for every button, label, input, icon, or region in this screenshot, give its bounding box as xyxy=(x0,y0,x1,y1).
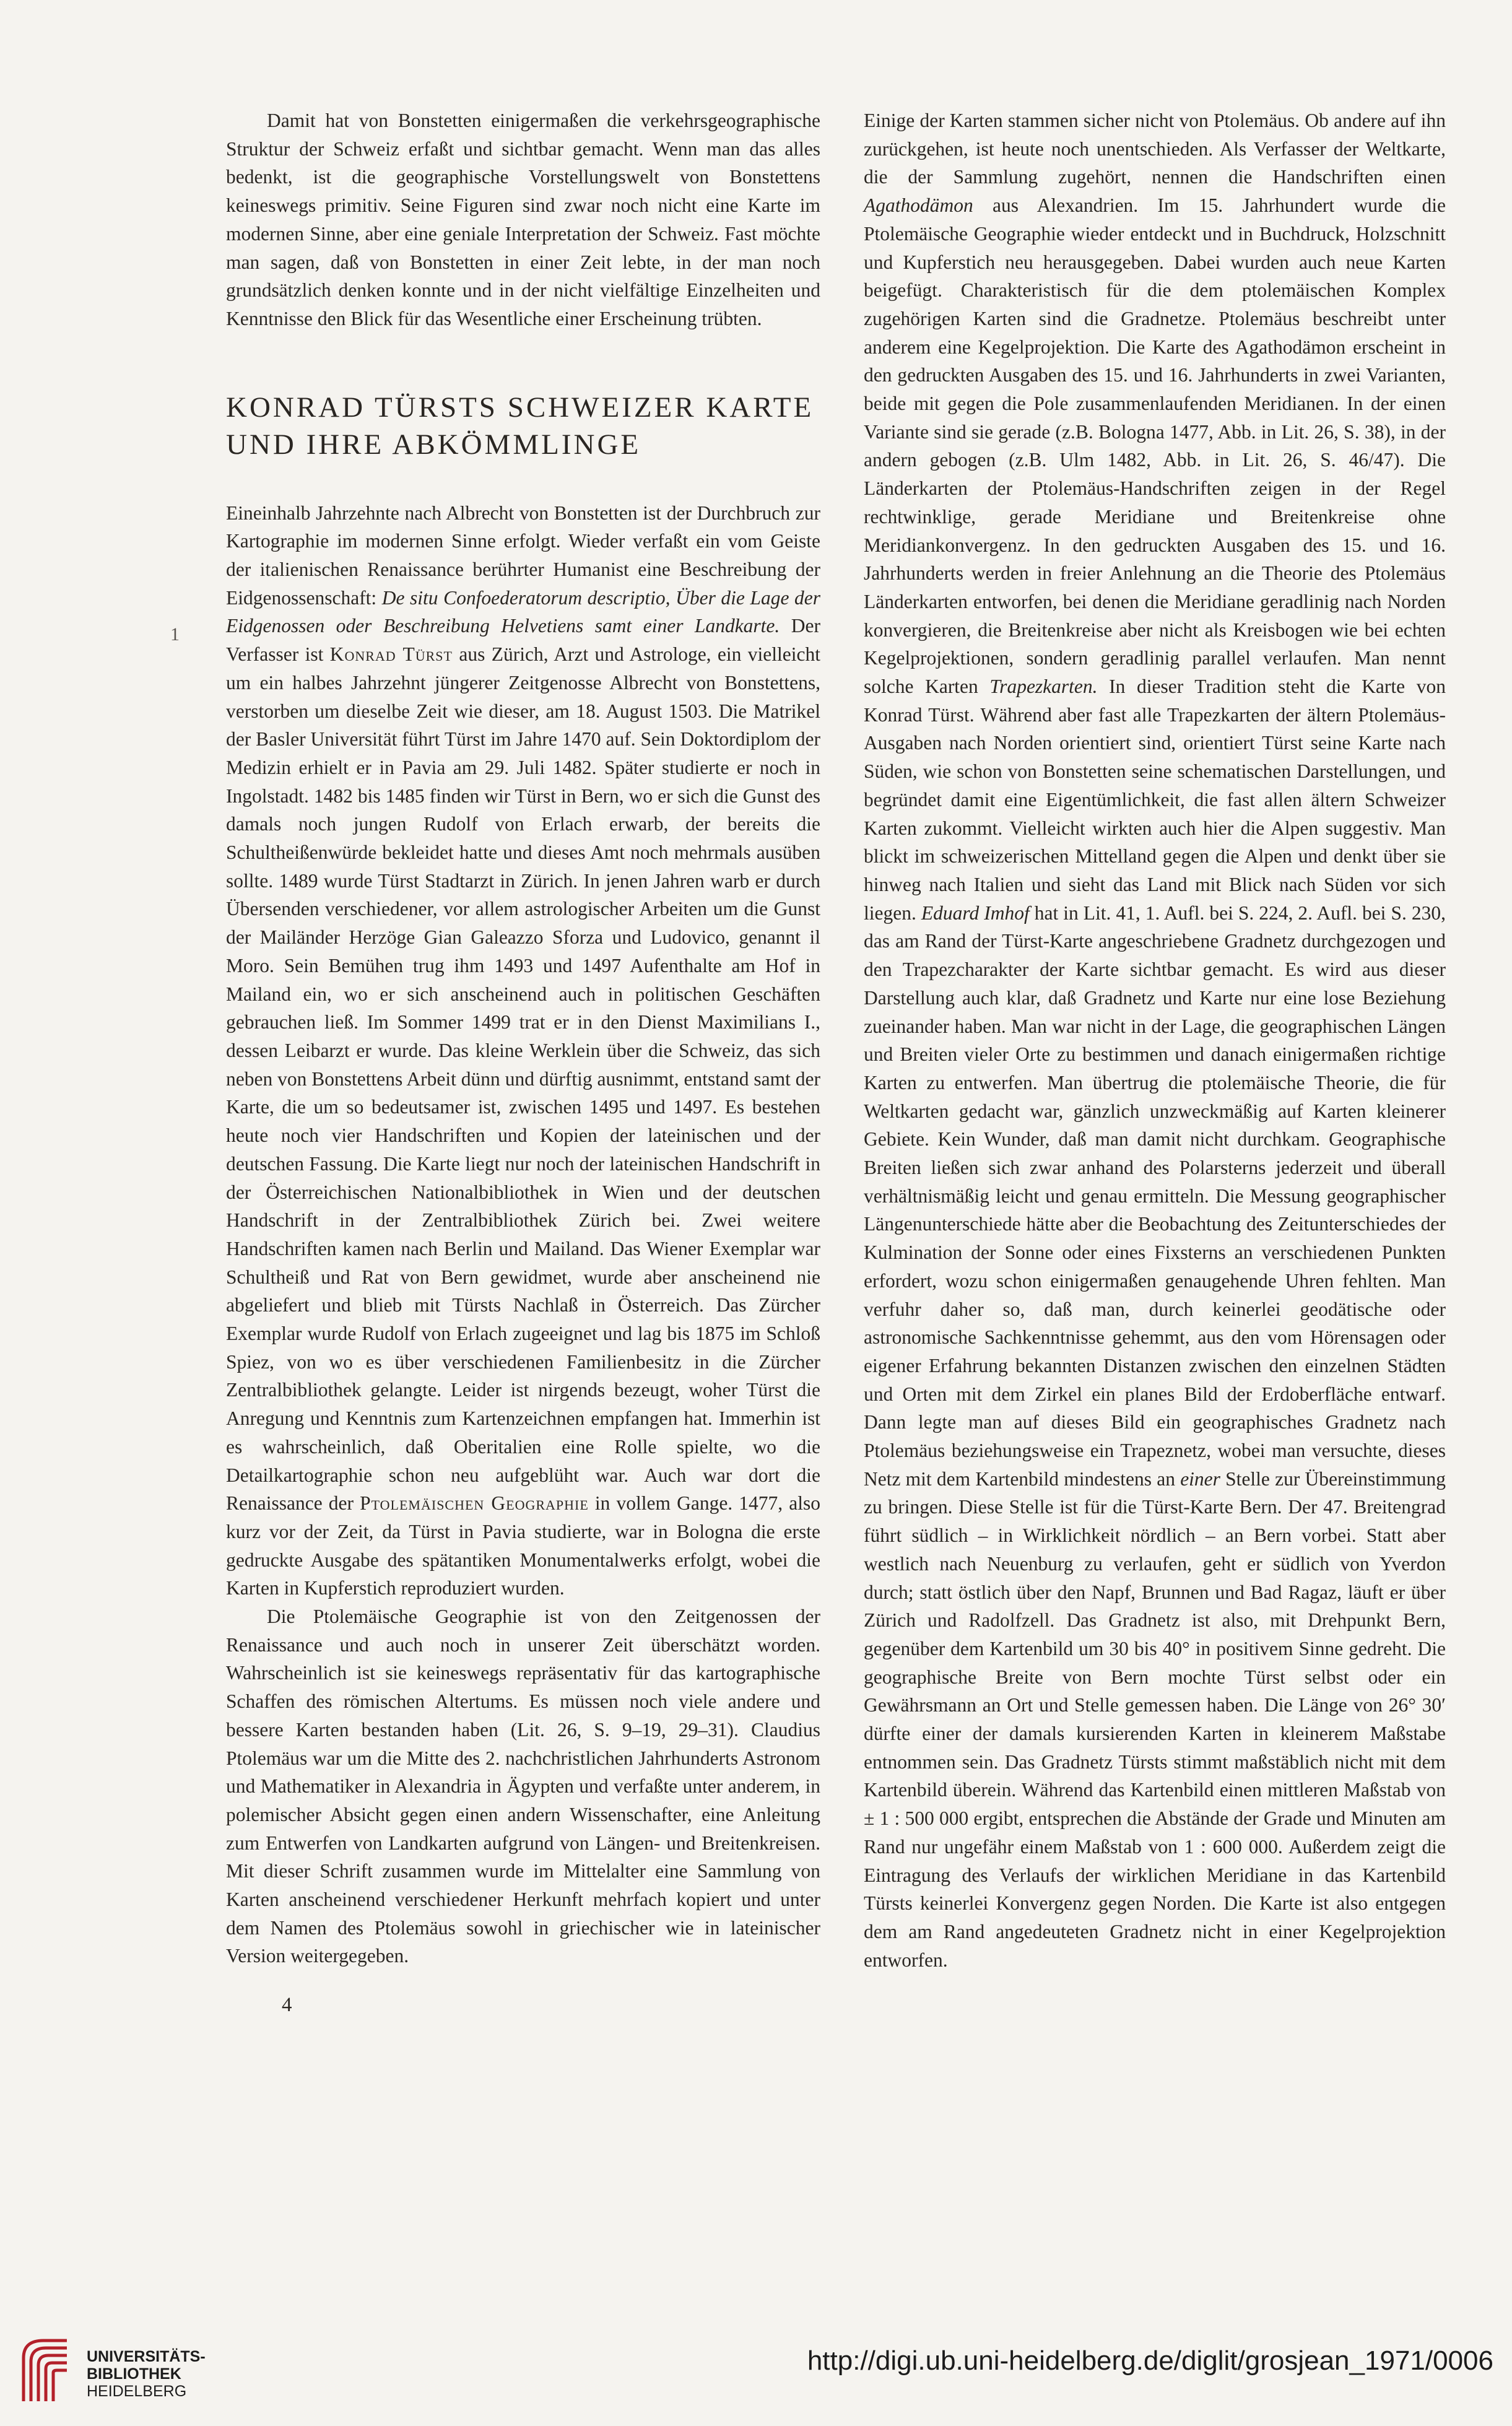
margin-note: 1 xyxy=(170,624,180,645)
agathodaemon-italic: Agathodämon xyxy=(864,194,973,217)
library-name-line1: UNIVERSITÄTS- xyxy=(87,2348,206,2365)
paragraph-tuerst-c: aus Zürich, Arzt und Astrologe, ein vielleicht um ein halbes Jahrzehnt jüngerer Zeitgenosse Albrecht von Bonstettens, verstorben um dieselbe Zeit wie dieser, am 18. August 1503. Die Matrikel der Basler Universität führt Türst im Jahre 1470 auf. Sein Doktordiplom der Medizin erhielt er in Pavia am 29. Juli 1482. Später studierte er noch in Ingolstadt. 1482 bis 1485 finden wir Türst in Bern, wo er sich die Gunst des damals noch jungen Rudolf von Erlach erwarb, der bereits die Schultheißenwürde bekleidet hatte und dieses Amt noch mehrmals ausüben sollte. 1489 wurde Türst Stadtarzt in Zürich. In jenen Jahren warb er durch Übersenden verschiedener, vor allem astrologischer Arbeiten um die Gunst der Mailänder Herzöge Gian Galeazzo Sforza und Ludovico, genannt il Moro. Sein Bemühen trug ihm 1493 und 1497 Aufenthalte am Hof in Mailand ein, wo er sich anscheinend auch in politischen Geschäften gebrauchen ließ. Im Sommer 1499 trat er in den Dienst Maximilians I., dessen Leibarzt er wurde. Das kleine Werklein über die Schweiz, das sich neben von Bonstettens Arbeit dünn und dürftig ausnimmt, entstand samt der Karte, die um so bedeutsamer ist, zwischen 1495 und 1497. Es bestehen heute noch vier Handschriften und Kopien der lateinischen und der deutschen Fassung. Die Karte liegt nur noch der lateinischen Handschrift in der Österreichischen Nationalbibliothek in Wien und der deutschen Handschrift in der Zentralbibliothek Zürich bei. Zwei weitere Handschriften kamen nach Berlin und Mailand. Das Wiener Exemplar war Schultheiß und Rat von Bern gewidmet, wurde aber anscheinend nie abgeliefert und blieb mit Türsts Nachlaß in Österreich. Das Zürcher Exemplar wurde Rudolf von Erlach zugeeignet und lag bis 1875 im Schloß Spiez, von wo es über verschiedenen Familienbesitz in die Zürcher Zentralbibliothek gelangte. Leider ist nirgends bezeugt, woher Türst die Anregung und Kenntnis zum Kartenzeichnen empfangen hat. Immerhin ist es wahrscheinlich, daß Oberitalien eine Rolle spielte, wo die Detailkartographie schon neu aufgeblüht war. Auch war dort die Renaissance der xyxy=(226,643,820,1515)
section-heading-line2: UND IHRE ABKÖMMLINGE xyxy=(226,428,641,461)
imhof-italic: Eduard Imhof xyxy=(921,902,1030,924)
left-column xyxy=(226,107,820,1970)
page-number: 4 xyxy=(282,1994,292,2016)
right-column xyxy=(864,107,1446,1974)
paragraph-maps-c: In dieser Tradition steht die Karte von Konrad Türst. Während aber fast alle Trapezkarten der ältern Ptolemäus-Ausgaben nach Norden orientiert sind, orientiert Türst seine Karte nach Süden, wie schon von Bonstetten seine schematischen Darstellungen, und begründet damit eine Eigentümlichkeit, die fast allen ältern Schweizer Karten zukommt. Vielleicht wirkten auch hier die Alpen suggestiv. Man blickt im schweizerischen Mittelland gegen die Alpen und denkt über sie hinweg nach Italien und sieht das Land mit Blick nach Süden vor sich liegen. xyxy=(864,676,1446,924)
section-heading-line1: KONRAD TÜRSTS SCHWEIZER KARTE xyxy=(226,391,814,424)
paragraph-tuerst-a: Eineinhalb Jahrzehnte nach Albrecht von Bonstetten ist der Durchbruch zur Kartographie im modernen Sinne erfolgt. Wieder verfaßt ein vom Geiste der italienischen Renaissance berührter Humanist eine Beschreibung der Eidgenossenschaft: xyxy=(226,502,820,609)
paragraph-tuerst xyxy=(226,499,820,1602)
section-heading xyxy=(226,389,820,463)
library-name xyxy=(87,2348,206,2400)
work-title-italic: De situ Confoederatorum descriptio, Über die Lage der Eidgenossen oder Beschreibung Helvetiens samt einer Landkarte. xyxy=(226,586,820,637)
paragraph-maps xyxy=(864,107,1446,1974)
paragraph-maps-b: aus Alexandrien. Im 15. Jahrhundert wurde die Ptolemäische Geographie wieder entdeckt und in Buchdruck, Holzschnitt und Kupferstich neu herausgegeben. Dabei wurden auch neue Karten beigefügt. Charakteristisch für die dem ptolemäischen Komplex zugehörigen Karten sind die Gradnetze. Ptolemäus beschreibt unter anderem eine Kegelprojektion. Die Karte des Agathodämon erscheint in den gedruckten Ausgaben des 15. und 16. Jahrhunderts in zwei Varianten, beide mit gegen die Pole zusammenlaufenden Meridianen. In der einen Variante sind sie gerade (z.B. Bologna 1477, Abb. in Lit. 26, S. 38), in der andern gebogen (z.B. Ulm 1482, Abb. in Lit. 26, S. 46/47). Die Länderkarten der Ptolemäus-Handschriften zeigen in der Regel rechtwinklige, gerade Meridiane und Breitenkreise ohne Meridiankonvergenz. In den gedruckten Ausgaben des 15. und 16. Jahrhunderts werden in freier Anlehnung an die Theorie des Ptolemäus Länderkarten entworfen, bei denen die Meridiane geradlinig nach Norden konvergieren, die Breitenkreise aber nicht als Kreisbogen wie bei echten Kegelprojektionen, sondern geradlinig parallel verlaufen. Man nennt solche Karten xyxy=(864,194,1446,698)
paragraph-maps-a: Einige der Karten stammen sicher nicht von Ptolemäus. Ob andere auf ihn zurückgehen, ist heute noch unentschieden. Als Verfasser der Weltkarte, die der Sammlung zugehört, nennen die Handschriften einen xyxy=(864,110,1446,188)
ptolemaic-geography-smallcaps: Ptolemäischen Geographie xyxy=(360,1492,589,1515)
author-name-smallcaps: Konrad Türst xyxy=(329,643,453,666)
paragraph-ptolemy: Die Ptolemäische Geographie ist von den Zeitgenossen der Renaissance und auch noch in unserer Zeit überschätzt worden. Wahrscheinlich ist sie keineswegs repräsentativ für das kartographische Schaffen des römischen Altertums. Es müssen noch viele andere und bessere Karten bestanden haben (Lit. 26, S. 9–19, 29–31). Claudius Ptolemäus war um die Mitte des 2. nachchristlichen Jahrhunderts Astronom und Mathematiker in Alexandria in Ägypten und verfaßte unter anderem, in polemischer Absicht gegen einen andern Wissenschafter, eine Anleitung zum Entwerfen von Landkarten aufgrund von Längen- und Breitenkreisen. Mit dieser Schrift zusammen wurde im Mittelalter eine Sammlung von Karten anscheinend verschiedener Herkunft mehrfach kopiert und unter dem Namen des Ptolemäus sowohl in griechischer wie in lateinischer Version weitergegeben. xyxy=(226,1606,820,1967)
paragraph-maps-d: hat in Lit. 41, 1. Aufl. bei S. 224, 2. Aufl. bei S. 230, das am Rand der Türst-Karte angeschriebene Gradnetz durchgezogen und den Trapezcharakter der Karte sichtbar gemacht. Es wird aus dieser Darstellung auch klar, daß Gradnetz und Karte nur eine lose Beziehung zueinander haben. Man war nicht in der Lage, die geographischen Längen und Breiten vieler Orte zu bestimmen und danach einigermaßen richtige Karten zu entwerfen. Man übertrug die ptolemäische Theorie, die für Weltkarten gedacht war, gänzlich unzweckmäßig auf Karten kleinerer Gebiete. Kein Wunder, daß man damit nicht durchkam. Geographische Breiten ließen sich zwar anhand des Polarsterns jederzeit und überall verhältnismäßig leicht und genau ermitteln. Die Messung geographischer Längenunterschiede hätte aber die Beobachtung des Zeitunterschiedes der Kulmination der Sonne oder eines Fixsterns an verschiedenen Punkten erfordert, wozu schon einigermaßen genaugehende Uhren fehlten. Man verfuhr daher so, daß man, durch keinerlei geodätische oder astronomische Sachkenntnisse gehemmt, aus den vom Hörensagen oder eigener Erfahrung bekannten Distanzen zwischen den einzelnen Städten und Orten mit dem Zirkel ein planes Bild der Erdoberfläche entwarf. Dann legte man auf dieses Bild ein geographisches Gradnetz nach Ptolemäus beziehungsweise ein Trapeznetz, wobei man versuchte, dieses Netz mit dem Kartenbild mindestens an xyxy=(864,902,1446,1490)
paragraph-intro: Damit hat von Bonstetten einigermaßen die verkehrsgeographische Struktur der Schweiz erfaßt und sichtbar gemacht. Wenn man das alles bedenkt, ist die geographische Vorstellungswelt von Bonstettens keineswegs primitiv. Seine Figuren sind zwar noch nicht eine Karte im modernen Sinne, aber eine geniale Interpretation der Schweiz. Fast möchte man sagen, daß von Bonstetten in einer Zeit lebte, in der man noch grundsätzlich denken konnte und in der nicht vielfältige Einzelheiten und Kenntnisse den Blick für das Wesentliche einer Erscheinung trübten. xyxy=(226,110,820,329)
einer-italic: einer xyxy=(1180,1467,1220,1490)
footer xyxy=(0,2321,1512,2426)
paragraph-maps-e: Stelle zur Übereinstimmung zu bringen. Diese Stelle ist für die Türst-Karte Bern. Der 47. Breitengrad führt südlich – in Wirklichkeit nördlich – an Bern vorbei. Statt aber westlich nach Neuenburg zu verlaufen, geht er südlich von Yverdon durch; statt östlich über den Napf, Brunnen und Bad Ragaz, läuft er über Zürich und Radolfzell. Das Gradnetz ist also, mit Drehpunkt Bern, gegenüber dem Kartenbild um 30 bis 40° in positivem Sinne gedreht. Die geographische Breite von Bern mochte Türst selbst oder ein Gewährsmann an Ort und Stelle gemessen haben. Die Länge von 26° 30′ dürfte einer der damals kursierenden Karten in kleinerem Maßstabe entnommen sein. Das Gradnetz Türsts stimmt maßstäblich nicht mit dem Kartenbild überein. Während das Kartenbild einen mittleren Maßstab von ± 1 : 500 000 ergibt, entsprechen die Abstände der Grade und Minuten am Rand nur ungefähr einem Maßstab von 1 : 600 000. Außerdem zeigt die Eintragung des Verlaufs der wirklichen Meridiane in das Kartenbild Türsts keinerlei Konvergenz gegen Norden. Die Karte ist also entgegen dem am Rand angedeuteten Gradnetz nicht in einer Kegelprojektion entworfen. xyxy=(864,1467,1446,1971)
library-name-line3: HEIDELBERG xyxy=(87,2383,187,2400)
trapezkarten-italic: Trapezkarten. xyxy=(989,676,1098,698)
ub-heidelberg-logo-icon xyxy=(19,2333,72,2406)
source-url-link[interactable]: http://digi.ub.uni-heidelberg.de/diglit/grosjean_1971/0006 xyxy=(807,2346,1493,2376)
paragraph-tuerst-d: in vollem Gange. 1477, also kurz vor der Zeit, da Türst in Pavia studierte, war in Bologna die erste gedruckte Ausgabe des spätantiken Monumentalwerks erfolgt, wobei die Karten in Kupferstich reproduziert wurden. xyxy=(226,1492,820,1599)
library-name-line2: BIBLIOTHEK xyxy=(87,2365,181,2383)
paragraph-tuerst-b: Der Verfasser ist xyxy=(226,615,820,666)
